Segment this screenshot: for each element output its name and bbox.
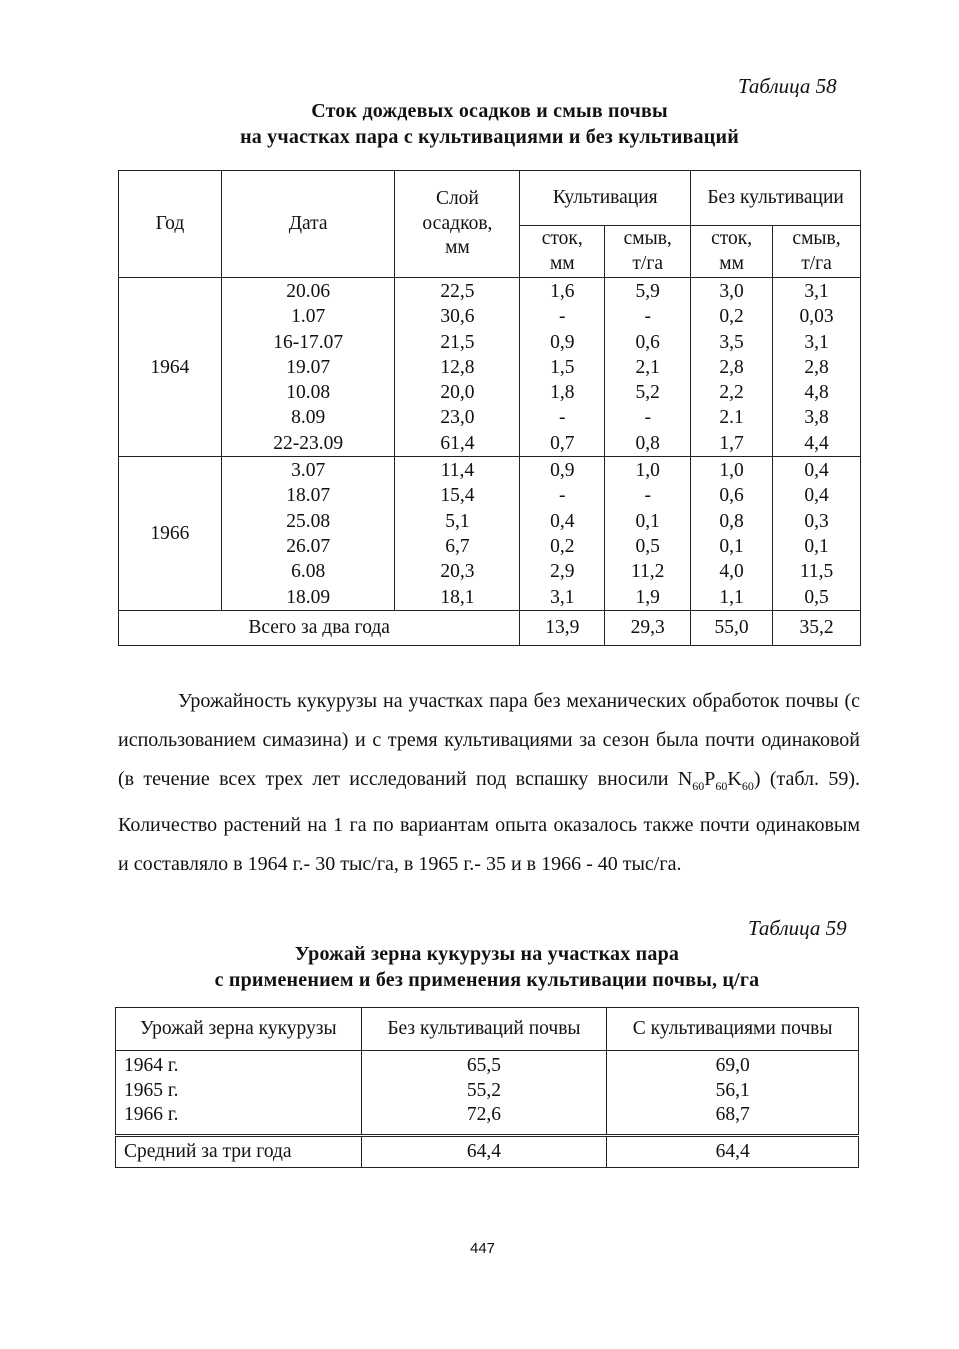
header-cultivation: Культивация xyxy=(520,171,691,226)
nocult-runoff-col xyxy=(691,278,773,457)
cell: 0,03 xyxy=(799,306,834,328)
header-cult-runoff xyxy=(520,226,605,278)
cell: 1,6 xyxy=(550,281,575,302)
cell: 23,0 xyxy=(440,407,475,429)
page-number: 447 xyxy=(470,1240,496,1257)
cell: - xyxy=(644,407,651,429)
cell: 6.08 xyxy=(291,561,326,583)
cell: 2,8 xyxy=(804,356,829,378)
cell: 21,5 xyxy=(440,331,475,353)
cell: 16-17.07 xyxy=(273,331,344,353)
cell: 1,0 xyxy=(635,460,660,482)
table-58-title-line1: Сток дождевых осадков и смыв почвы xyxy=(311,100,668,122)
cell: 11,5 xyxy=(799,561,834,583)
footer-without: 64,4 xyxy=(361,1135,607,1167)
nocult-erosion-col xyxy=(773,278,861,457)
cell: 6,7 xyxy=(445,535,470,557)
cult-runoff-col xyxy=(520,457,605,611)
header-nocult-runoff xyxy=(691,226,773,278)
cell: 22-23.09 xyxy=(273,432,344,454)
p-subscript: 60 xyxy=(715,779,728,793)
cell: 1,5 xyxy=(550,356,575,378)
footer-with: 64,4 xyxy=(607,1135,859,1167)
cell: 3,1 xyxy=(804,281,829,302)
header-cult-erosion xyxy=(605,226,691,278)
cell: 0,9 xyxy=(550,331,575,353)
cell: 12,8 xyxy=(440,356,475,378)
cell: 69,0 xyxy=(715,1055,750,1076)
cell: - xyxy=(644,485,651,507)
text-before: Урожайность кукурузы на участках пара без механических обработок почвы (с использованием симазина) и с тремя культивациями за сезон была почти одинаковой (в течение всех трех лет исследований под вспашку вносили N xyxy=(118,690,860,790)
footer-label: Средний за три года xyxy=(116,1135,362,1167)
cell: 18.09 xyxy=(286,586,331,608)
cell: 0,3 xyxy=(804,510,829,532)
total-nocult-erosion: 35,2 xyxy=(773,610,861,645)
cell: 3,0 xyxy=(719,281,744,302)
header-precip-l3: мм xyxy=(445,237,470,259)
cell: 5,9 xyxy=(635,281,660,302)
cell: 1,0 xyxy=(719,460,744,482)
cell: 20.06 xyxy=(286,281,331,302)
cell: 1966 г. xyxy=(124,1104,179,1125)
h-l2: мм xyxy=(719,252,744,274)
k-letter: K xyxy=(727,768,742,790)
cell: 68,7 xyxy=(715,1104,750,1125)
year-cell: 1964 xyxy=(119,278,222,457)
cell: - xyxy=(559,306,566,328)
total-cult-erosion: 29,3 xyxy=(605,610,691,645)
cell: 4,0 xyxy=(719,561,744,583)
header-date: Дата xyxy=(221,171,395,278)
cell: 0,1 xyxy=(804,535,829,557)
h-l2: мм xyxy=(549,252,575,274)
cell: 1,1 xyxy=(719,586,744,608)
nocult-runoff-col xyxy=(691,457,773,611)
cell: 1,7 xyxy=(719,432,744,454)
cell: 18,1 xyxy=(440,586,475,608)
cell: 4,4 xyxy=(804,432,829,454)
cell: 2,8 xyxy=(719,356,744,378)
cell: 2.1 xyxy=(719,407,744,429)
body-paragraph xyxy=(118,682,860,884)
precip-col xyxy=(395,278,520,457)
cell: 8.09 xyxy=(291,407,326,429)
cell: - xyxy=(559,407,566,429)
cell: 61,4 xyxy=(440,432,475,454)
cell: 19.07 xyxy=(286,356,331,378)
total-cult-runoff: 13,9 xyxy=(520,610,605,645)
cell: 56,1 xyxy=(715,1079,750,1101)
cell: 11,4 xyxy=(440,460,475,482)
cell: 5,2 xyxy=(635,382,660,404)
precip-col xyxy=(395,457,520,611)
cell: 0,2 xyxy=(550,535,575,557)
h-l1: сток, xyxy=(541,228,583,250)
cell: 25.08 xyxy=(286,510,331,532)
cell: 3,1 xyxy=(804,331,829,353)
header-precip-l1: Слой xyxy=(435,188,479,210)
cell: 18.07 xyxy=(286,485,331,507)
table-59-label: Таблица 59 xyxy=(748,916,847,940)
cell: 0,6 xyxy=(635,331,660,353)
cell: 0,8 xyxy=(635,432,660,454)
table-58-label: Таблица 58 xyxy=(738,74,837,98)
cell: 1,8 xyxy=(550,382,575,404)
group-1966 xyxy=(119,457,861,611)
nocult-erosion-col xyxy=(773,457,861,611)
cell: 65,5 xyxy=(466,1055,501,1076)
cell: 0,5 xyxy=(804,586,829,608)
cell: 0,1 xyxy=(719,535,744,557)
total-nocult-runoff: 55,0 xyxy=(691,610,773,645)
cell: 5,1 xyxy=(445,510,470,532)
cell: 55,2 xyxy=(466,1079,501,1101)
cell: 3,8 xyxy=(804,407,829,429)
cell: 3.07 xyxy=(291,460,326,482)
table-59-body xyxy=(116,1051,859,1136)
cult-erosion-col xyxy=(605,278,691,457)
cell: 10.08 xyxy=(286,382,331,404)
cell: 15,4 xyxy=(440,485,475,507)
cell: 0,8 xyxy=(719,510,744,532)
table-59-title-line1: Урожай зерна кукурузы на участках пара xyxy=(294,943,680,965)
date-col xyxy=(221,278,395,457)
h-l2: т/га xyxy=(801,252,832,274)
total-label: Всего за два года xyxy=(119,610,520,645)
cell: 0,9 xyxy=(550,460,575,482)
cell: - xyxy=(644,306,651,328)
cell: 3,1 xyxy=(550,586,575,608)
h-l1: смыв, xyxy=(792,228,841,250)
cell: 0,6 xyxy=(719,485,744,507)
cell: 4,8 xyxy=(804,382,829,404)
header-precip-l2: осадков, xyxy=(422,212,493,234)
header-nocult-erosion xyxy=(773,226,861,278)
table-59-footer xyxy=(116,1135,859,1167)
k-subscript: 60 xyxy=(741,779,754,793)
text-after: ) (табл. 59). Количество растений на 1 га по вариантам опыта оказалось также почти одинаковым и составляло в 1964 г.- 30 тыс/га, в 1965 г.- 35 и в 1966 - 40 тыс/га. xyxy=(118,768,860,875)
h-l1: сток, xyxy=(711,228,753,250)
cell: 26.07 xyxy=(286,535,331,557)
header-with: С культивациями почвы xyxy=(607,1008,859,1051)
cell: 3,5 xyxy=(719,331,744,353)
p-letter: P xyxy=(704,768,716,790)
header-no-cultivation: Без культивации xyxy=(691,171,861,226)
group-1964 xyxy=(119,278,861,457)
table-58 xyxy=(118,170,861,646)
cell: - xyxy=(559,485,566,507)
cell: 22,5 xyxy=(440,281,475,302)
cult-runoff-col xyxy=(520,278,605,457)
cell: 0,1 xyxy=(635,510,660,532)
cell: 1.07 xyxy=(291,306,326,328)
n-subscript: 60 xyxy=(692,779,705,793)
cell: 2,1 xyxy=(635,356,660,378)
cell: 1965 г. xyxy=(124,1079,179,1101)
cell: 20,0 xyxy=(440,382,475,404)
table-59-header xyxy=(116,1008,859,1051)
cell: 0,4 xyxy=(804,485,829,507)
without-col xyxy=(361,1051,607,1136)
cell: 0,7 xyxy=(550,432,575,454)
table-59 xyxy=(115,1007,859,1168)
header-yield: Урожай зерна кукурузы xyxy=(116,1008,362,1051)
header-year: Год xyxy=(119,171,222,278)
cell: 20,3 xyxy=(440,561,475,583)
cell: 0,4 xyxy=(804,460,829,482)
cell: 2,9 xyxy=(550,561,575,583)
cell: 0,2 xyxy=(719,306,744,328)
paragraph-text xyxy=(118,682,860,884)
cell: 72,6 xyxy=(466,1104,501,1125)
h-l2: т/га xyxy=(632,252,663,274)
table-59-title-line2: с применением и без применения культивации почвы, ц/га xyxy=(214,969,760,991)
total-row xyxy=(119,610,861,645)
year-cell: 1966 xyxy=(119,457,222,611)
h-l1: смыв, xyxy=(623,228,672,250)
with-col xyxy=(607,1051,859,1136)
date-col xyxy=(221,457,395,611)
header-without: Без культиваций почвы xyxy=(361,1008,607,1051)
cult-erosion-col xyxy=(605,457,691,611)
cell: 0,5 xyxy=(635,535,660,557)
cell: 1,9 xyxy=(635,586,660,608)
cell: 30,6 xyxy=(440,306,475,328)
cell: 0,4 xyxy=(550,510,575,532)
cell: 2,2 xyxy=(719,382,744,404)
header-precip xyxy=(395,171,520,278)
cell: 11,2 xyxy=(630,561,665,583)
cell: 1964 г. xyxy=(124,1055,179,1076)
table-58-title-line2: на участках пара с культивациями и без культиваций xyxy=(240,126,739,148)
year-col xyxy=(116,1051,362,1136)
